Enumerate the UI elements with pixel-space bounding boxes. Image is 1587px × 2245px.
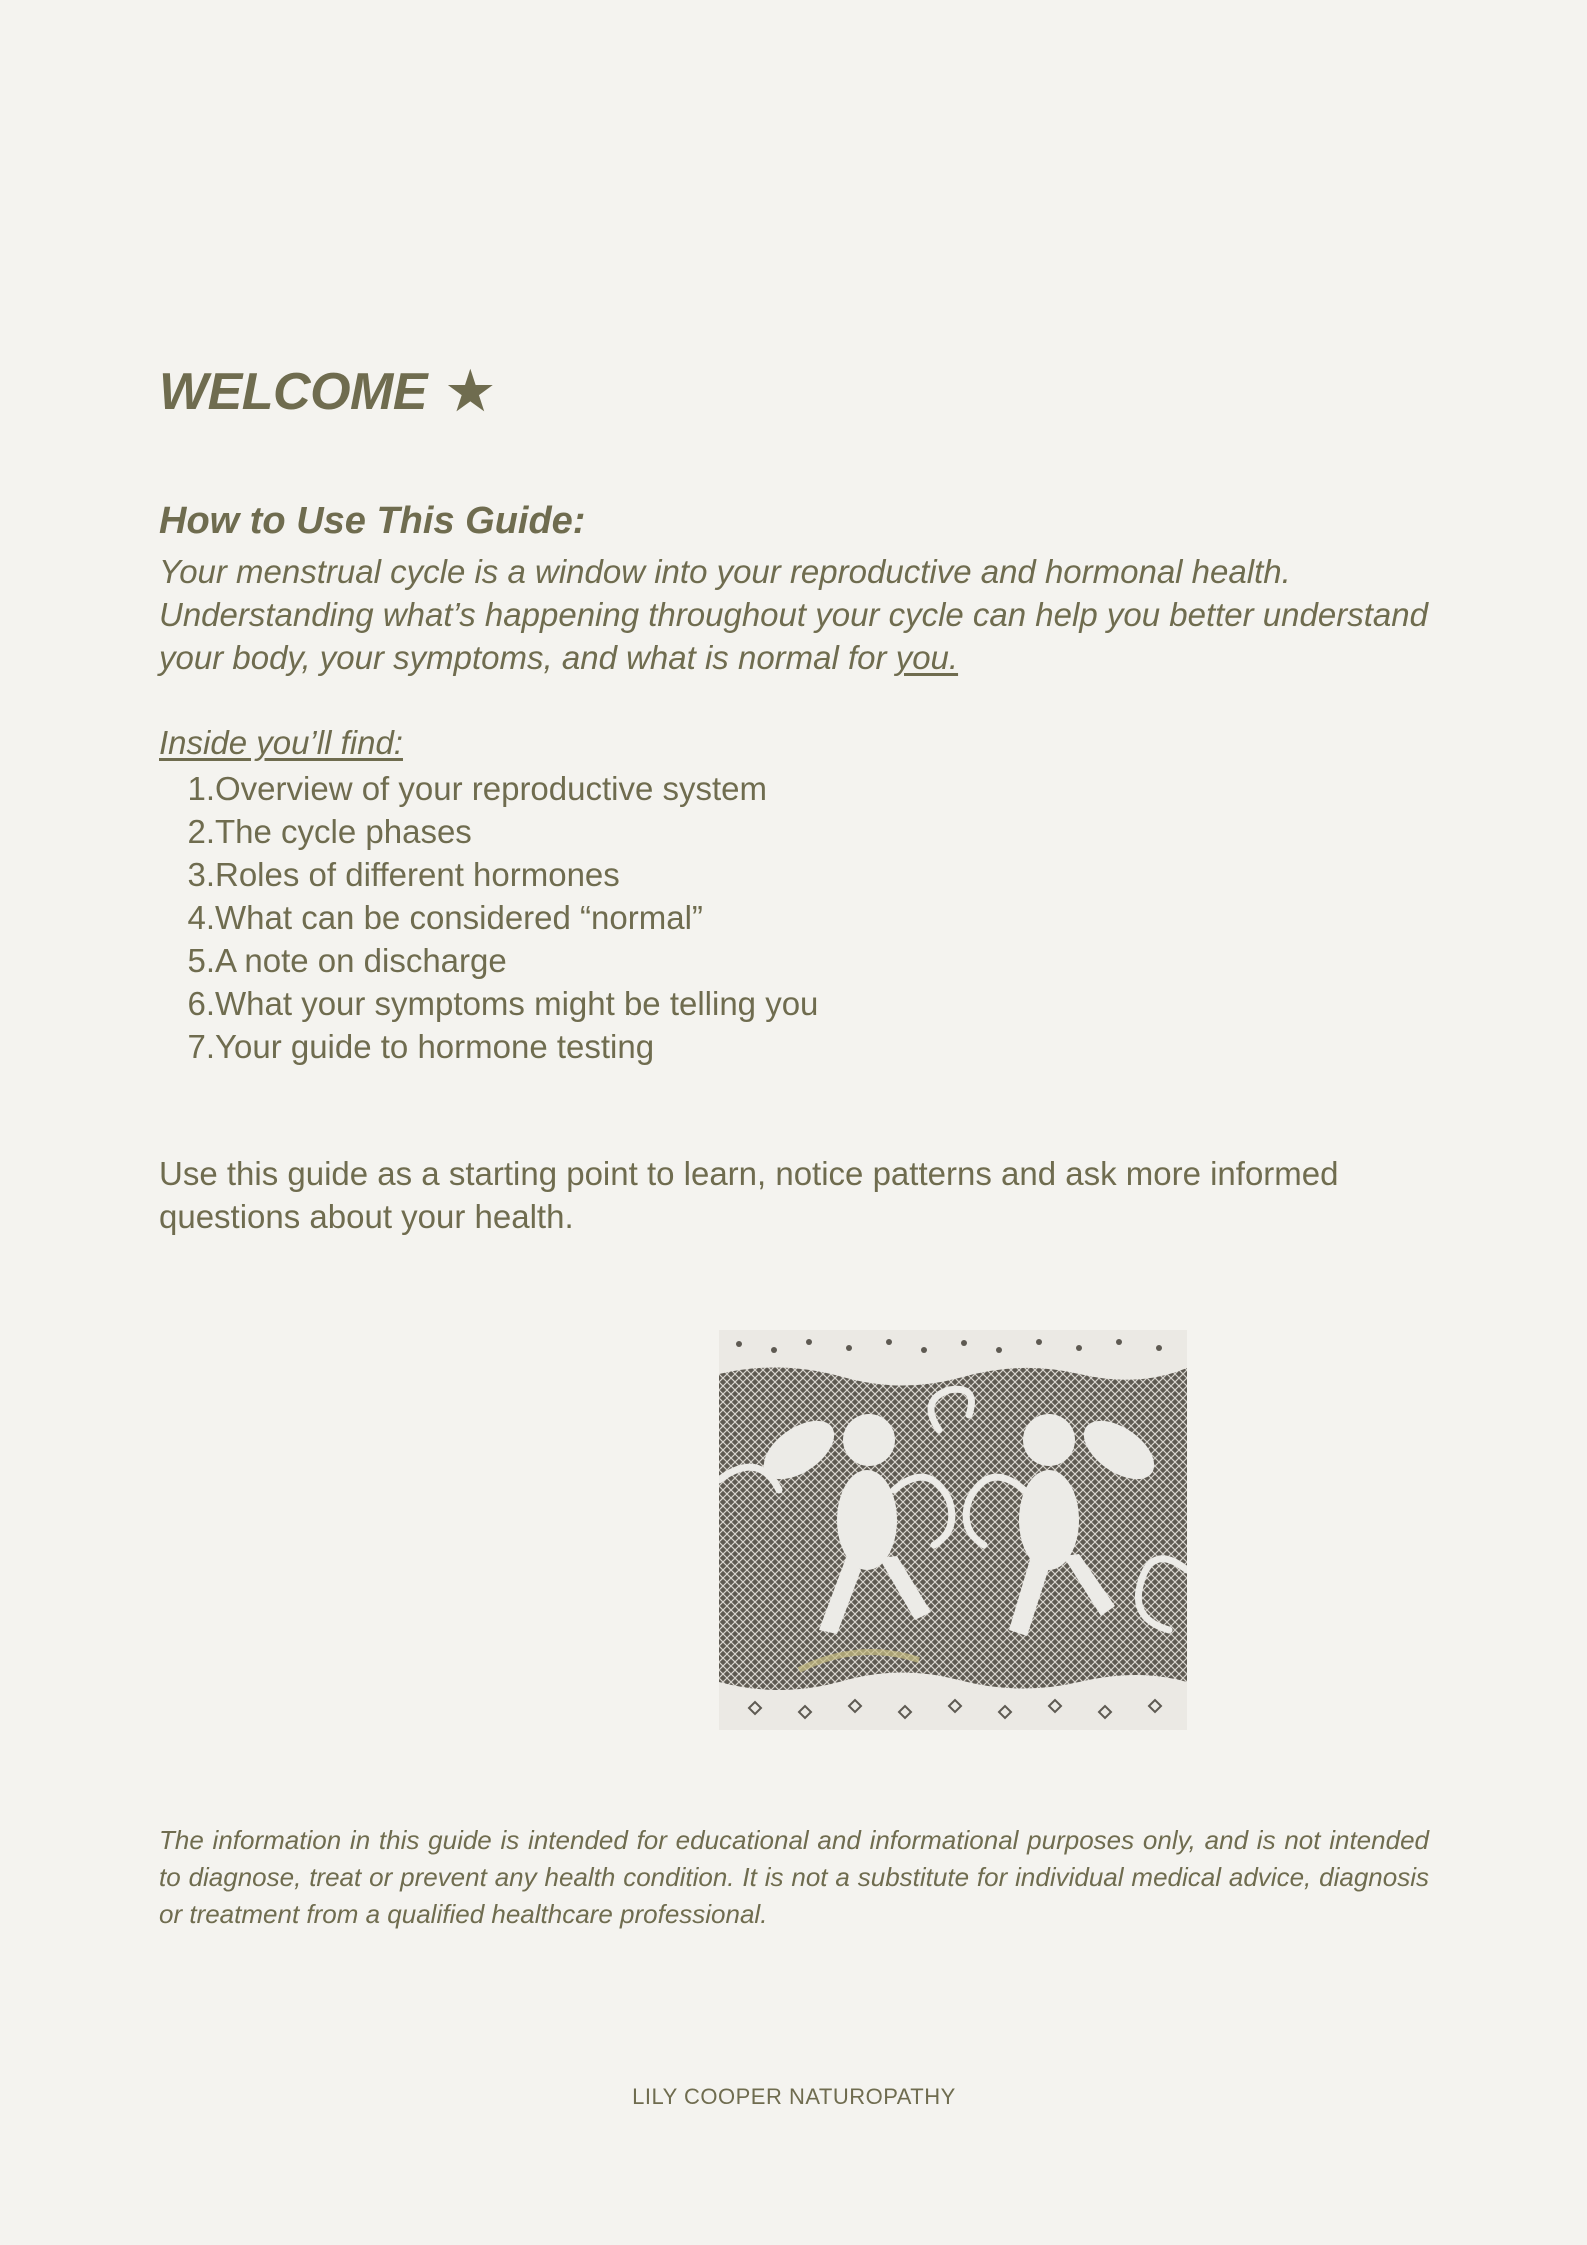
list-item-number: 3. bbox=[187, 856, 215, 893]
guide-heading: How to Use This Guide: bbox=[159, 500, 586, 542]
disclaimer-text: The information in this guide is intended for educational and informational purposes only, and is not intended to diagnose, treat or prevent any health condition. It is not a substitute for individual medical advice, diagnosis or treatment from a qualified healthcare professional. bbox=[159, 1825, 1429, 1929]
closing-paragraph: Use this guide as a starting point to learn, notice patterns and ask more informed questions about your health. bbox=[159, 1155, 1339, 1235]
list-item bbox=[159, 896, 818, 939]
list-item bbox=[159, 853, 818, 896]
list-item bbox=[159, 939, 818, 982]
list-item-text: A note on discharge bbox=[215, 942, 507, 979]
list-item-number: 4. bbox=[187, 899, 215, 936]
list-item bbox=[159, 767, 818, 810]
list-item bbox=[159, 982, 818, 1025]
footer-brand: LILY COOPER NATUROPATHY bbox=[632, 2084, 956, 2109]
guide-page bbox=[159, 0, 1429, 2245]
list-item-number: 5. bbox=[187, 942, 215, 979]
list-item bbox=[159, 810, 818, 853]
list-item-text: What can be considered “normal” bbox=[215, 899, 703, 936]
list-item-text: What your symptoms might be telling you bbox=[215, 985, 819, 1022]
list-item-number: 6. bbox=[187, 985, 215, 1022]
intro-paragraph bbox=[159, 550, 1429, 679]
list-item-text: Overview of your reproductive system bbox=[215, 770, 768, 807]
list-item-text: Roles of different hormones bbox=[215, 856, 620, 893]
welcome-title bbox=[159, 362, 493, 422]
star-icon: ★ bbox=[446, 363, 494, 421]
list-item bbox=[159, 1025, 818, 1068]
welcome-text: WELCOME bbox=[159, 363, 428, 421]
list-item-number: 1. bbox=[187, 770, 215, 807]
lace-cherubs-image bbox=[719, 1330, 1187, 1730]
list-item-text: The cycle phases bbox=[215, 813, 472, 850]
intro-text: Your menstrual cycle is a window into your reproductive and hormonal health. Understanding what’s happening throughout your cycle can help you better understand your body, your symptoms, and what is normal for bbox=[159, 553, 1428, 676]
intro-emphasis: you. bbox=[895, 639, 959, 676]
inside-label: Inside you’ll find: bbox=[159, 724, 403, 761]
list-item-text: Your guide to hormone testing bbox=[215, 1028, 655, 1065]
list-item-number: 2. bbox=[187, 813, 215, 850]
contents-list bbox=[159, 767, 818, 1068]
list-item-number: 7. bbox=[187, 1028, 215, 1065]
